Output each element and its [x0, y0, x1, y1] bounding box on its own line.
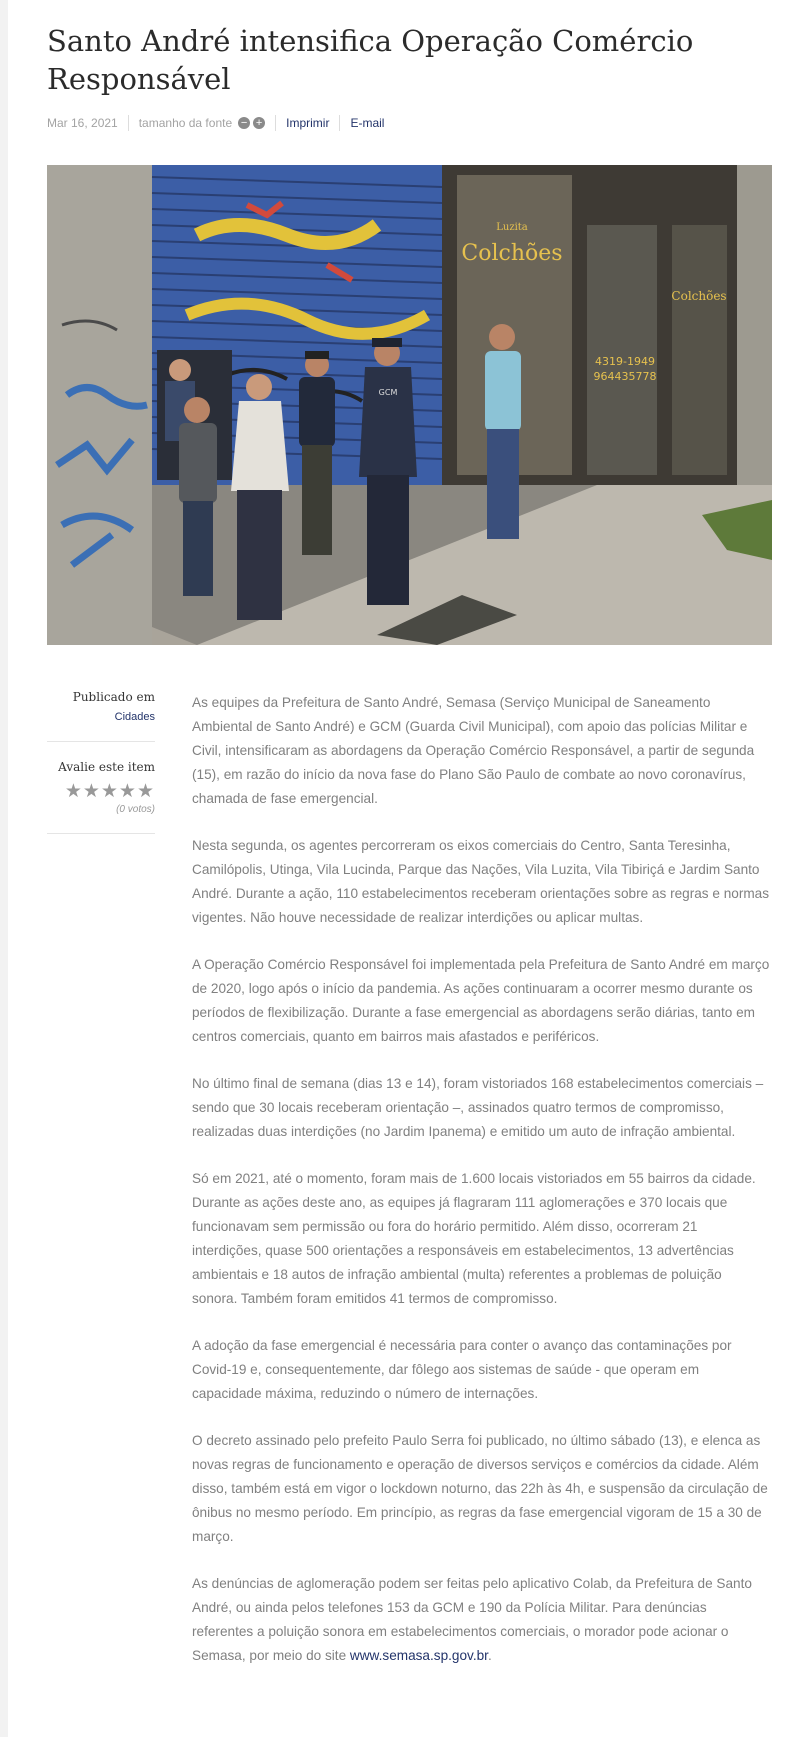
svg-text:Colchões: Colchões	[671, 289, 727, 303]
paragraph: As equipes da Prefeitura de Santo André, Semasa (Serviço Municipal de Saneamento Ambiental de Santo André) e GCM (Guarda Civil Municipal), com apoio das polícias Militar e Civil, intensificaram as abordagens da Operação Comércio Responsável, a partir de segunda (15), em razão do início da nova fase do Plano São Paulo de combate ao novo coronavírus, chamada de fase emergencial.	[192, 695, 755, 806]
article-title: Santo André intensifica Operação Comércio Responsável	[47, 24, 694, 96]
paragraph-text: As denúncias de aglomeração podem ser feitas pelo aplicativo Colab, da Prefeitura de Santo André, ou ainda pelos telefones 153 da GCM e 190 da Polícia Militar. Para denúncias referentes a poluição sonora em estabelecimentos comerciais, o morador pode acionar o Semasa, por meio do site	[192, 1576, 752, 1663]
paragraph: Só em 2021, até o momento, foram mais de 1.600 locais vistoriados em 55 bairros da cidade. Durante as ações deste ano, as equipes já flagraram 111 aglomerações e 370 locais que funcionavam sem permissão ou fora do horário permitido. Além disso, ocorreram 21 interdições, quase 500 orientações a responsáveis em estabelecimentos, 13 advertências ambientais e 18 autos de infração ambiental (multa) referentes a problemas de poluição sonora. Também foram emitidos 41 termos de compromisso.	[192, 1171, 756, 1306]
paragraph: Nesta segunda, os agentes percorreram os eixos comerciais do Centro, Santa Teresinha, Camilópolis, Utinga, Vila Lucinda, Parque das Nações, Vila Luzita, Vila Tibiriçá e Jardim Santo André. Durante a ação, 110 estabelecimentos receberam orientações sobre as regras e normas vigentes. Não houve necessidade de realizar interdições ou aplicar multas.	[192, 838, 770, 925]
svg-text:Luzita: Luzita	[496, 222, 528, 233]
paragraph: A Operação Comércio Responsável foi implementada pela Prefeitura de Santo André em março de 2020, logo após o início da pandemia. As ações continuaram a ocorrer mesmo durante os períodos de flexibilização. Durante a fase emergencial as abordagens serão diárias, tanto em centros comerciais, quanto em bairros mais afastados e periféricos.	[192, 957, 770, 1044]
paragraph-last	[192, 1572, 770, 1668]
article-meta	[47, 113, 384, 133]
article-body	[192, 691, 770, 1691]
category-link[interactable]: Cidades	[114, 711, 155, 723]
article-photo	[47, 165, 772, 645]
paragraph: O decreto assinado pelo prefeito Paulo Serra foi publicado, no último sábado (13), e elenca as novas regras de funcionamento e operação de diversos serviços e comércios da cidade. Além disso, também está em vigor o lockdown noturno, das 22h às 4h, e suspensão da circulação de ônibus no mesmo período. Em princípio, as regras da fase emergencial vigoram de 15 a 30 de março.	[192, 1433, 768, 1544]
left-border	[0, 0, 8, 1737]
svg-text:4319-1949: 4319-1949	[595, 355, 655, 368]
publish-date: Mar 16, 2021	[47, 116, 118, 130]
meta-divider	[275, 115, 276, 131]
svg-text:Colchões: Colchões	[461, 241, 563, 266]
font-size-label: tamanho da fonte	[138, 116, 233, 130]
meta-divider	[339, 115, 340, 131]
svg-text:964435778: 964435778	[593, 370, 657, 383]
sidebar-divider	[47, 833, 155, 834]
font-increase-button[interactable]: +	[253, 117, 265, 129]
paragraph: A adoção da fase emergencial é necessária para conter o avanço das contaminações por Covid-19 e, consequentemente, dar fôlego aos sistemas de saúde - que operam em capacidade máxima, reduzindo o número de internações.	[192, 1338, 732, 1401]
font-decrease-button[interactable]: −	[238, 117, 250, 129]
rate-label: Avalie este item	[58, 760, 155, 774]
meta-divider	[128, 115, 129, 131]
photo-illustration	[47, 165, 772, 645]
paragraph: No último final de semana (dias 13 e 14), foram vistoriados 168 estabelecimentos comerciais – sendo que 30 locais receberam orientação –, assinados quatro termos de compromisso, realizadas duas interdições (no Jardim Ipanema) e emitido um auto de infração ambiental.	[192, 1076, 764, 1139]
svg-text:GCM: GCM	[378, 388, 398, 397]
print-link[interactable]: Imprimir	[286, 116, 330, 130]
email-link[interactable]: E-mail	[350, 116, 385, 130]
vote-count: (0 votos)	[116, 804, 155, 815]
paragraph-end: .	[487, 1648, 492, 1663]
published-label: Publicado em	[72, 690, 155, 704]
semasa-link[interactable]: www.semasa.sp.gov.br	[349, 1648, 488, 1663]
article-sidebar	[47, 690, 155, 852]
sidebar-divider	[47, 741, 155, 742]
star-rating[interactable]: ★★★★★	[64, 781, 155, 802]
